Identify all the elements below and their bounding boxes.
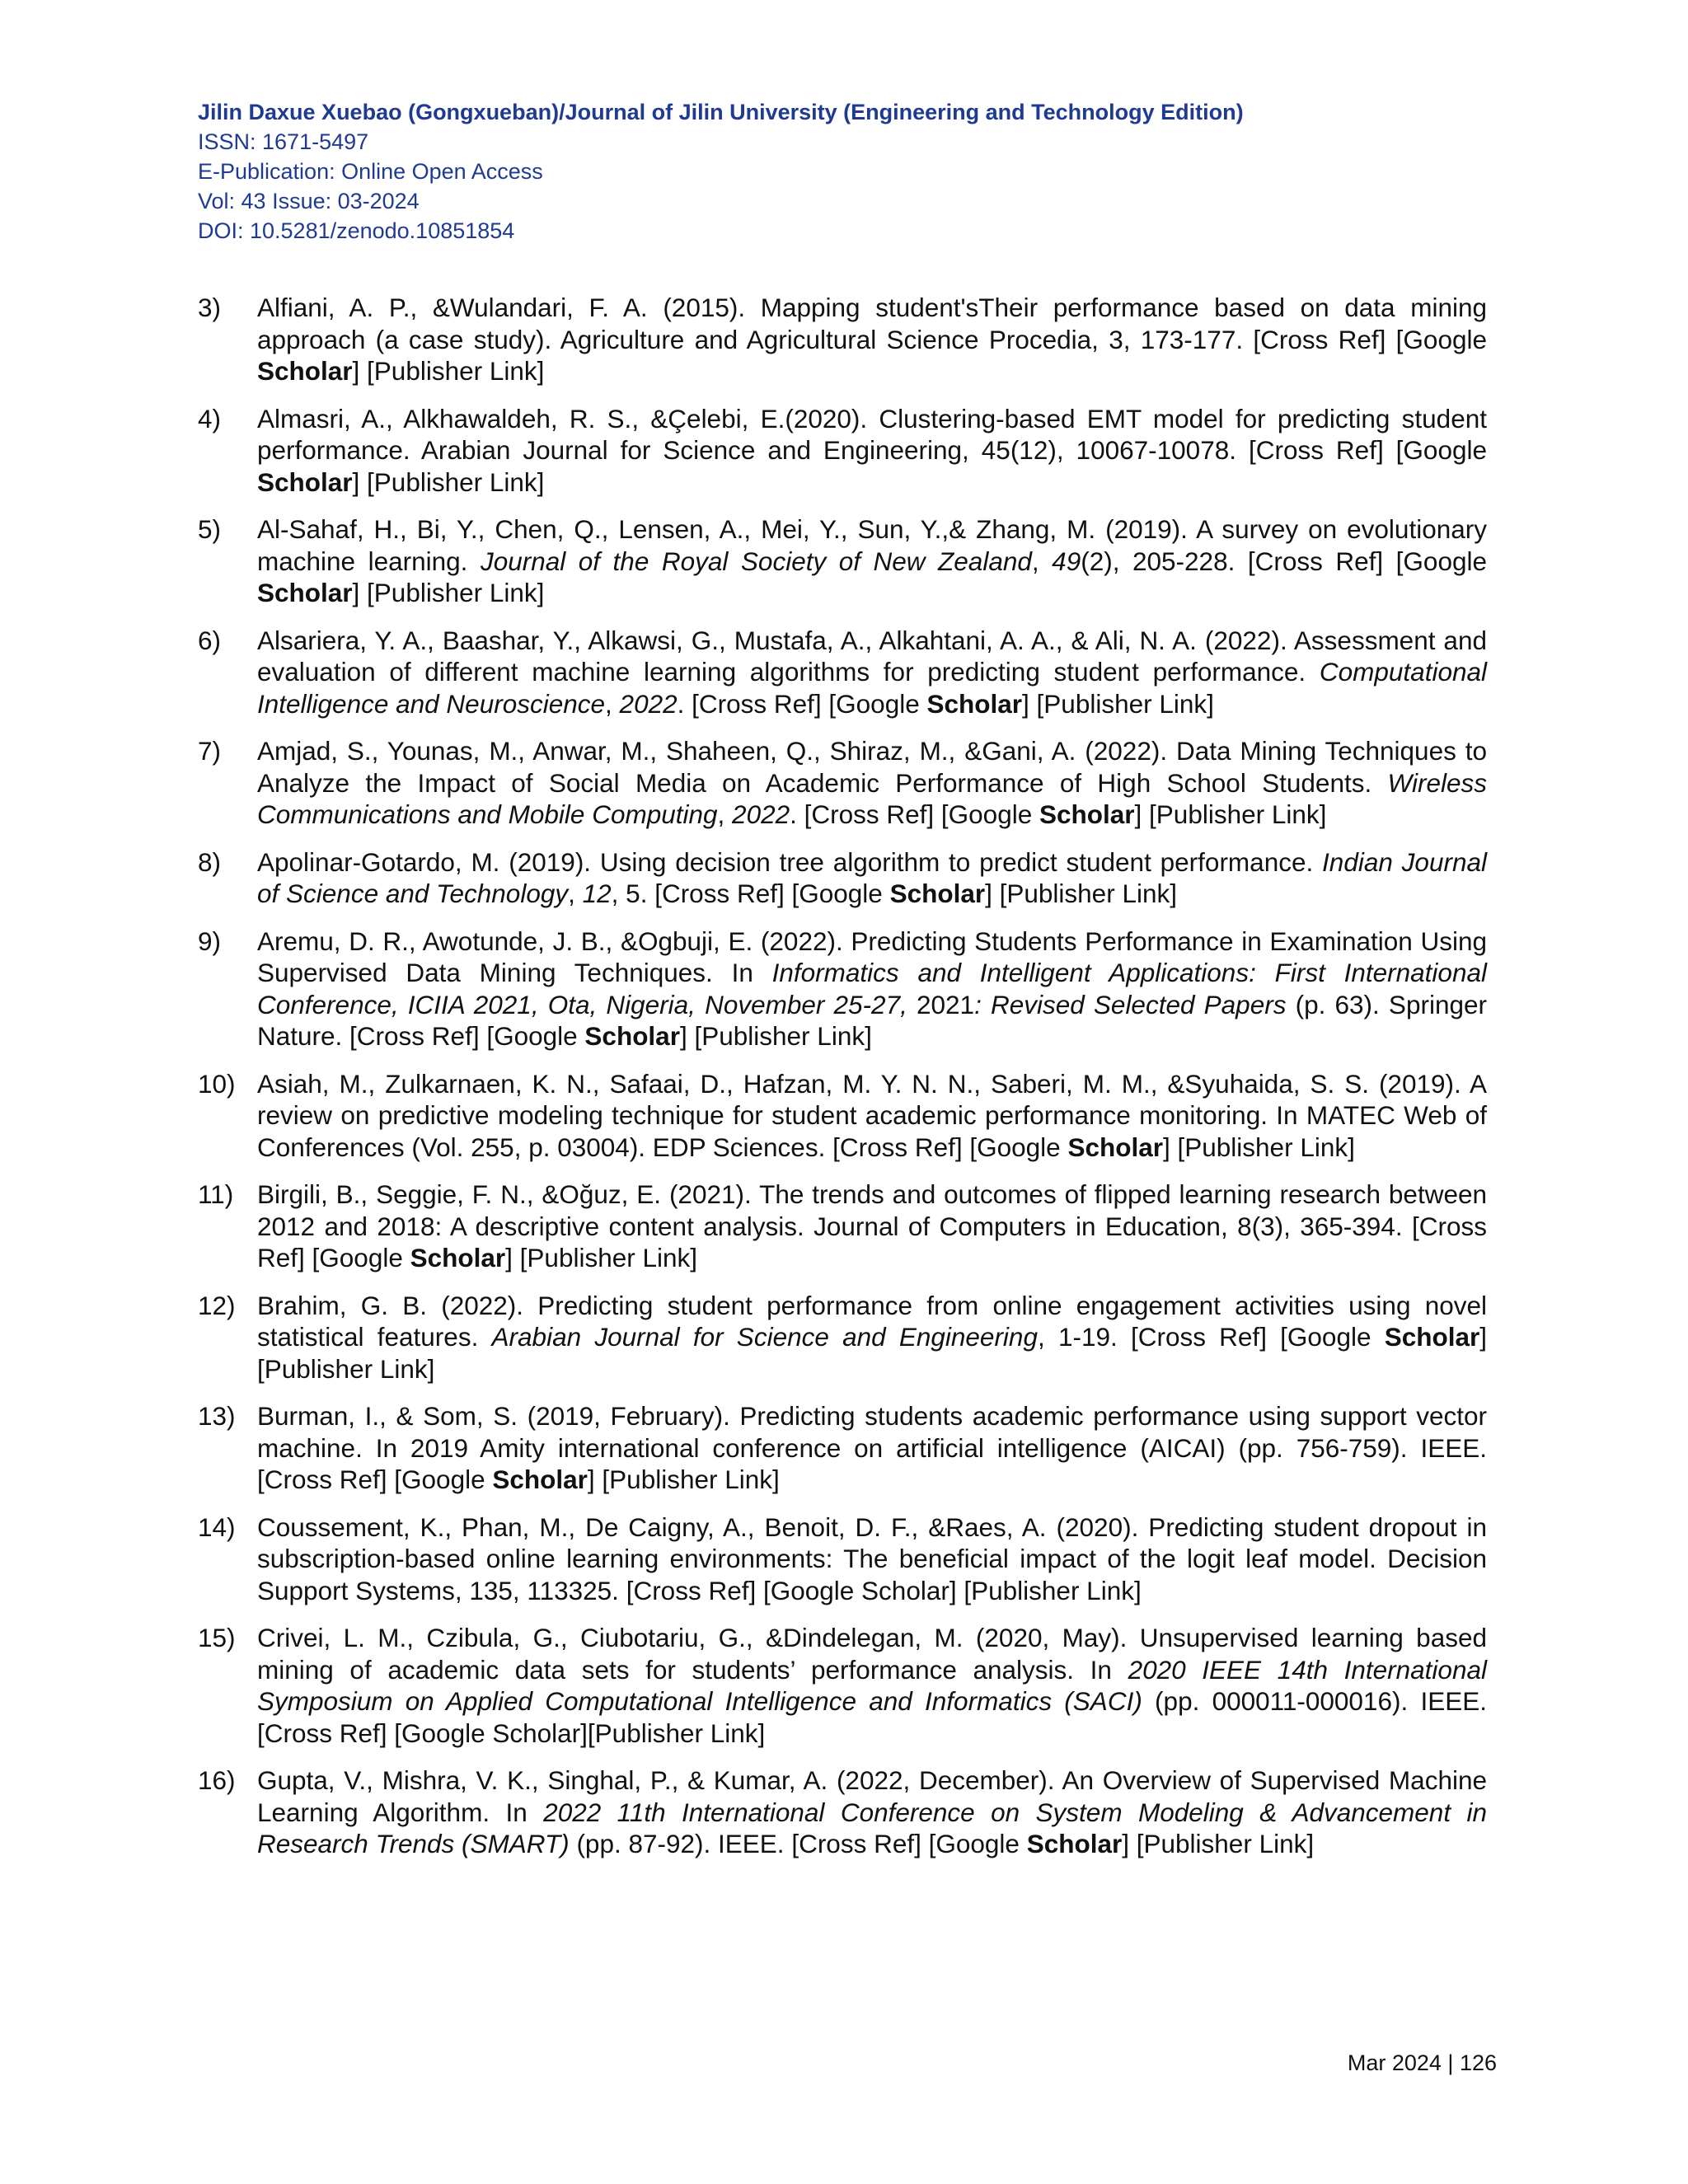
reference-number: 14) bbox=[198, 1511, 236, 1542]
citation-text: Birgili, B., Seggie, F. N., &Oğuz, E. (2021). The trends and outcomes of flipped learning research between 2012 and 2018: A descriptive content analysis. Journal of Computers in Education, 8(3), 365-394. [Cross Ref] [Google bbox=[257, 1179, 1487, 1272]
reference-text bbox=[257, 625, 1487, 720]
citation-text: Crivei, L. M., Czibula, G., Ciubotariu, G., &Dindelegan, M. (2020, May). Unsupervised learning based mining of academic data sets for students’ performance analysis. In bbox=[257, 1623, 1487, 1685]
citation-text: Coussement, K., Phan, M., De Caigny, A., Benoit, D. F., &Raes, A. (2020). Predicting student dropout in subscription-based online learning environments: The beneficial impact of the logit leaf model. Decision Support Systems, 135, 113325. [Cross Ref] [Google Scholar] [Publisher Link] bbox=[257, 1511, 1487, 1605]
citation-text: ] [Publisher Link] bbox=[352, 356, 545, 386]
citation-text: . [Cross Ref] [Google bbox=[677, 688, 927, 719]
italic-citation-text: : Revised Selected Papers bbox=[974, 989, 1287, 1019]
reference-text bbox=[257, 735, 1487, 831]
reference-text bbox=[257, 1511, 1487, 1607]
reference-number: 10) bbox=[198, 1068, 236, 1099]
reference-item bbox=[198, 926, 1487, 1052]
scholar-bold-text: Scholar bbox=[257, 578, 353, 607]
citation-text: ] [Publisher Link] bbox=[257, 1322, 1487, 1384]
page-footer: Mar 2024 | 126 bbox=[1347, 2050, 1497, 2075]
reference-text bbox=[257, 1765, 1487, 1860]
italic-citation-text: Wireless Communications and Mobile Computing bbox=[257, 767, 1487, 829]
italic-citation-text: Indian Journal of Science and Technology bbox=[257, 846, 1487, 908]
italic-citation-text: 2022 bbox=[619, 688, 678, 719]
volume-issue: Vol: 43 Issue: 03-2024 bbox=[198, 189, 420, 213]
citation-text: ] [Publisher Link] bbox=[587, 1465, 780, 1494]
reference-text bbox=[257, 1400, 1487, 1496]
scholar-bold-text: Scholar bbox=[1026, 1829, 1123, 1858]
italic-citation-text: Informatics and Intelligent Applications: First International Conference, ICIIA 2021, Ota, Nigeria, November 25-27, bbox=[257, 958, 1487, 1019]
reference-item bbox=[198, 403, 1487, 499]
italic-citation-text: Journal of the Royal Society of New Zealand bbox=[480, 546, 1032, 576]
citation-text: (pp. 87-92). IEEE. [Cross Ref] [Google bbox=[569, 1829, 1027, 1858]
italic-citation-text: 49 bbox=[1052, 546, 1081, 576]
scholar-bold-text: Scholar bbox=[1067, 1132, 1163, 1162]
citation-text: Gupta, V., Mishra, V. K., Singhal, P., & Kumar, A. (2022, December). An Overview of Supervised Machine Learning Algorithm. In bbox=[257, 1765, 1487, 1827]
italic-citation-text: 2020 IEEE 14th International Symposium on Applied Computational Intelligence and Informatics (SACI) bbox=[257, 1654, 1487, 1716]
reference-item bbox=[198, 625, 1487, 720]
italic-citation-text: 2022 11th International Conference on System Modeling & Advancement in Research Trends (SMART) bbox=[257, 1797, 1487, 1858]
reference-item bbox=[198, 846, 1487, 910]
reference-number: 11) bbox=[198, 1179, 234, 1209]
citation-text: , 5. [Cross Ref] [Google bbox=[611, 879, 890, 908]
citation-text: ] [Publisher Link] bbox=[1134, 799, 1327, 829]
reference-item bbox=[198, 1400, 1487, 1496]
reference-number: 6) bbox=[198, 625, 222, 655]
citation-text: , bbox=[605, 688, 620, 719]
citation-text: Apolinar-Gotardo, M. (2019). Using decision tree algorithm to predict student performance. bbox=[257, 846, 1323, 877]
reference-number: 13) bbox=[198, 1401, 236, 1431]
reference-text bbox=[257, 1068, 1487, 1164]
reference-text bbox=[257, 1622, 1487, 1749]
citation-text: Aremu, D. R., Awotunde, J. B., &Ogbuji, E. (2022). Predicting Students Performance in Examination Using Supervised Data Mining Techniques. In bbox=[257, 926, 1487, 987]
reference-item bbox=[198, 1765, 1487, 1860]
reference-number: 8) bbox=[198, 846, 222, 877]
doi: DOI: 10.5281/zenodo.10851854 bbox=[198, 218, 515, 243]
citation-text: ] [Publisher Link] bbox=[352, 578, 545, 607]
reference-text bbox=[257, 513, 1487, 609]
reference-text bbox=[257, 1290, 1487, 1385]
citation-text: Asiah, M., Zulkarnaen, K. N., Safaai, D., Hafzan, M. Y. N. N., Saberi, M. M., &Syuhaida, S. S. (2019). A review on predictive modeling technique for student academic performance monitoring. In MATEC Web of Conferences (Vol. 255, p. 03004). EDP Sciences. [Cross Ref] [Google bbox=[257, 1068, 1487, 1162]
reference-item bbox=[198, 513, 1487, 609]
citation-text: ] [Publisher Link] bbox=[505, 1243, 698, 1272]
citation-text: ] [Publisher Link] bbox=[1022, 688, 1214, 719]
citation-text: , bbox=[717, 799, 733, 829]
scholar-bold-text: Scholar bbox=[1039, 799, 1135, 829]
reference-item bbox=[198, 1068, 1487, 1164]
citation-text: Al-Sahaf, H., Bi, Y., Chen, Q., Lensen, A., Mei, Y., Sun, Y.,& Zhang, M. (2019). A survey on evolutionary machine learning. bbox=[257, 514, 1487, 576]
reference-text bbox=[257, 403, 1487, 499]
scholar-bold-text: Scholar bbox=[257, 466, 353, 497]
citation-text: Alsariera, Y. A., Baashar, Y., Alkawsi, G., Mustafa, A., Alkahtani, A. A., & Ali, N. A. (2022). Assessment and evaluation of different machine learning algorithms for predicting student performance. bbox=[257, 625, 1487, 687]
citation-text: (pp. 000011-000016). IEEE. [Cross Ref] [Google Scholar][Publisher Link] bbox=[257, 1686, 1487, 1748]
reference-text bbox=[257, 846, 1487, 910]
reference-text bbox=[257, 1179, 1487, 1274]
reference-item bbox=[198, 1511, 1487, 1607]
reference-item bbox=[198, 1290, 1487, 1385]
reference-number: 4) bbox=[198, 403, 222, 434]
reference-item bbox=[198, 1179, 1487, 1274]
journal-title: Jilin Daxue Xuebao (Gongxueban)/Journal of Jilin University (Engineering and Technology Edition) bbox=[198, 100, 1244, 124]
scholar-bold-text: Scholar bbox=[410, 1243, 506, 1272]
citation-text: , 1-19. [Cross Ref] [Google bbox=[1037, 1322, 1385, 1352]
citation-text: ] [Publisher Link] bbox=[1122, 1829, 1315, 1858]
reference-item bbox=[198, 1622, 1487, 1749]
citation-text: Brahim, G. B. (2022). Predicting student performance from online engagement activities using novel statistical features. bbox=[257, 1290, 1487, 1352]
citation-text: Burman, I., & Som, S. (2019, February). Predicting students academic performance using support vector machine. In 2019 Amity international conference on artificial intelligence (AICAI) (pp. 756-759). IEEE. [Cross Ref] [Google bbox=[257, 1401, 1487, 1494]
reference-number: 9) bbox=[198, 926, 222, 956]
italic-citation-text: Computational Intelligence and Neuroscience bbox=[257, 657, 1487, 719]
reference-number: 3) bbox=[198, 293, 222, 322]
citation-text: 2021 bbox=[916, 989, 975, 1019]
citation-text: ] [Publisher Link] bbox=[1162, 1132, 1355, 1162]
scholar-bold-text: Scholar bbox=[584, 1021, 680, 1051]
reference-number: 16) bbox=[198, 1765, 236, 1795]
italic-citation-text: 12 bbox=[582, 879, 612, 908]
scholar-bold-text: Scholar bbox=[889, 879, 986, 908]
italic-citation-text: 2022 bbox=[732, 799, 790, 829]
reference-number: 15) bbox=[198, 1623, 236, 1652]
reference-number: 7) bbox=[198, 736, 222, 766]
scholar-bold-text: Scholar bbox=[1384, 1322, 1480, 1352]
citation-text: , bbox=[568, 879, 583, 908]
citation-text: Almasri, A., Alkhawaldeh, R. S., &Çelebi, E.(2020). Clustering-based EMT model for predicting student performance. Arabian Journal for Science and Engineering, 45(12), 10067-10078. [Cross Ref] [Google bbox=[257, 403, 1487, 465]
reference-list bbox=[198, 292, 1487, 1876]
reference-text bbox=[257, 292, 1487, 387]
journal-header bbox=[198, 97, 1484, 246]
citation-text: (p. 63). Springer Nature. [Cross Ref] [Google bbox=[257, 989, 1487, 1051]
reference-text bbox=[257, 926, 1487, 1052]
issn: ISSN: 1671-5497 bbox=[198, 129, 369, 154]
citation-text: ] [Publisher Link] bbox=[985, 879, 1177, 908]
citation-text: , bbox=[1031, 546, 1053, 576]
reference-item bbox=[198, 735, 1487, 831]
epublication: E-Publication: Online Open Access bbox=[198, 159, 543, 184]
citation-text: ] [Publisher Link] bbox=[679, 1021, 872, 1051]
italic-citation-text: Arabian Journal for Science and Engineering bbox=[491, 1322, 1038, 1352]
scholar-bold-text: Scholar bbox=[926, 688, 1023, 719]
citation-text: Amjad, S., Younas, M., Anwar, M., Shaheen, Q., Shiraz, M., &Gani, A. (2022). Data Mining Techniques to Analyze the Impact of Social Media on Academic Performance of High School Students. bbox=[257, 736, 1487, 798]
reference-number: 12) bbox=[198, 1290, 236, 1320]
citation-text: Alfiani, A. P., &Wulandari, F. A. (2015). Mapping student'sTheir performance based on data mining approach (a case study). Agriculture and Agricultural Science Procedia, 3, 173-177. [Cross Ref] [Google bbox=[257, 293, 1487, 354]
reference-number: 5) bbox=[198, 514, 222, 544]
citation-text: ] [Publisher Link] bbox=[352, 466, 545, 497]
citation-text: (2), 205-228. [Cross Ref] [Google bbox=[1081, 546, 1487, 576]
scholar-bold-text: Scholar bbox=[492, 1465, 588, 1494]
citation-text: . [Cross Ref] [Google bbox=[790, 799, 1039, 829]
reference-item bbox=[198, 292, 1487, 387]
scholar-bold-text: Scholar bbox=[257, 356, 353, 386]
